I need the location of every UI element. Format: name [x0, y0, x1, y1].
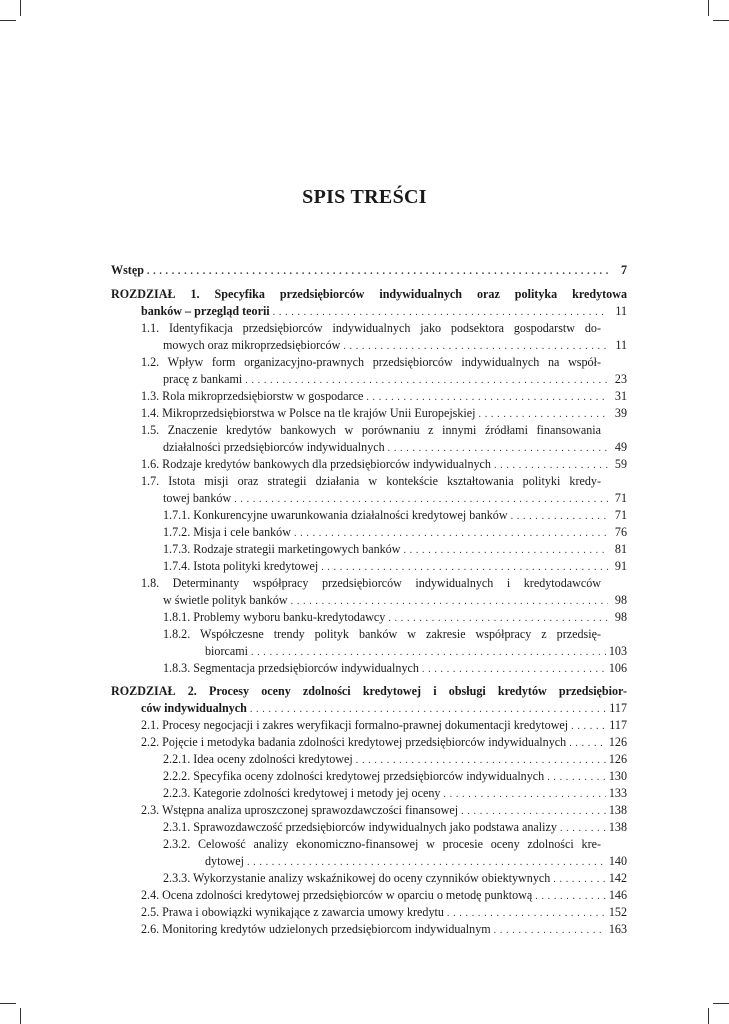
- toc-entry-1-2-cont[interactable]: pracę z bankami . . . 23: [163, 371, 627, 388]
- toc-entry-1-7-4[interactable]: 1.7.4. Istota polityki kredytowej . . . 91: [163, 558, 627, 575]
- crop-mark: [20, 1008, 21, 1024]
- crop-mark: [708, 0, 709, 16]
- toc-chapter-2-title[interactable]: ROZDZIAŁ 2. Procesy oceny zdolności kredytowej i obsługi kredytów przedsiębior-: [111, 684, 627, 698]
- toc-entry-1-5-cont[interactable]: działalności przedsiębiorców indywidualnych . . . 49: [163, 439, 627, 456]
- toc-entry-1-8[interactable]: 1.8. Determinanty współpracy przedsiębiorców indywidualnych i kredytodawców: [141, 576, 601, 590]
- toc-entry-2-5[interactable]: 2.5. Prawa i obowiązki wynikające z zawarcia umowy kredytu . . . 152: [141, 904, 627, 921]
- crop-mark: [0, 1003, 16, 1004]
- toc-entry-1-3[interactable]: 1.3. Rola mikroprzedsiębiorstw w gospodarce . . . 31: [141, 388, 627, 405]
- crop-mark: [20, 0, 21, 16]
- toc-chapter-2[interactable]: ców indywidualnych . . . 117: [141, 700, 627, 717]
- toc-entry-1-5[interactable]: 1.5. Znaczenie kredytów bankowych w porównaniu z innymi źródłami finansowania: [141, 423, 601, 437]
- page-title: SPIS TREŚCI: [302, 186, 427, 208]
- toc-entry-intro[interactable]: Wstęp . . . 7: [111, 262, 627, 279]
- toc-entry-1-7-1[interactable]: 1.7.1. Konkurencyjne uwarunkowania działalności kredytowej banków . . . 71: [163, 507, 627, 524]
- toc-entry-1-7-cont[interactable]: towej banków . . . 71: [163, 490, 627, 507]
- toc-chapter-1[interactable]: banków – przegląd teorii . . . 11: [141, 303, 627, 320]
- toc-entry-2-3-2-cont[interactable]: dytowej . . . 140: [205, 853, 627, 870]
- toc-chapter-1-title[interactable]: ROZDZIAŁ 1. Specyfika przedsiębiorców indywidualnych oraz polityka kredytowa: [111, 287, 627, 301]
- toc-entry-2-3-2[interactable]: 2.3.2. Celowość analizy ekonomiczno-finansowej w procesie oceny zdolności kre-: [163, 837, 601, 851]
- toc-entry-1-7-2[interactable]: 1.7.2. Misja i cele banków . . . 76: [163, 524, 627, 541]
- toc-entry-1-8-2-cont[interactable]: biorcami . . . 103: [205, 643, 627, 660]
- toc-entry-1-1-cont[interactable]: mowych oraz mikroprzedsiębiorców . . . 11: [163, 337, 627, 354]
- toc-entry-2-1[interactable]: 2.1. Procesy negocjacji i zakres weryfikacji formalno-prawnej dokumentacji kredytowej . . . 117: [141, 717, 627, 734]
- toc-entry-1-7[interactable]: 1.7. Istota misji oraz strategii działania w kontekście kształtowania polityki kredy-: [141, 474, 601, 488]
- toc-entry-2-4[interactable]: 2.4. Ocena zdolności kredytowej przedsiębiorców w oparciu o metodę punktową . . . 146: [141, 887, 627, 904]
- toc-entry-1-8-3[interactable]: 1.8.3. Segmentacja przedsiębiorców indywidualnych . . . 106: [163, 660, 627, 677]
- toc-entry-2-6[interactable]: 2.6. Monitoring kredytów udzielonych przedsiębiorcom indywidualnym . . . 163: [141, 921, 627, 938]
- crop-mark: [0, 20, 16, 21]
- toc-chapter-2-title-spacer: [111, 659, 627, 676]
- toc-entry-1-8-2[interactable]: 1.8.2. Współczesne trendy polityk banków w zakresie współpracy z przedsię-: [163, 627, 601, 641]
- toc-entry-1-8-cont[interactable]: w świetle polityk banków . . . 98: [163, 592, 627, 609]
- toc-entry-2-3-3[interactable]: 2.3.3. Wykorzystanie analizy wskaźnikowej do oceny czynników obiektywnych . . . 142: [163, 870, 627, 887]
- toc-entry-1-8-1[interactable]: 1.8.1. Problemy wyboru banku-kredytodawcy . . . 98: [163, 609, 627, 626]
- crop-mark: [713, 20, 729, 21]
- toc-entry-2-2[interactable]: 2.2. Pojęcie i metodyka badania zdolności kredytowej przedsiębiorców indywidualnych . . . 126: [141, 734, 627, 751]
- toc-entry-2-3[interactable]: 2.3. Wstępna analiza uproszczonej sprawozdawczości finansowej . . . 138: [141, 802, 627, 819]
- toc-entry-1-6[interactable]: 1.6. Rodzaje kredytów bankowych dla przedsiębiorców indywidualnych . . . 59: [141, 456, 627, 473]
- toc-entry-1-7-3[interactable]: 1.7.3. Rodzaje strategii marketingowych banków . . . 81: [163, 541, 627, 558]
- toc-entry-2-2-2[interactable]: 2.2.2. Specyfika oceny zdolności kredytowej przedsiębiorców indywidualnych . . . 130: [163, 768, 627, 785]
- toc-entry-2-3-1[interactable]: 2.3.1. Sprawozdawczość przedsiębiorców indywidualnych jako podstawa analizy . . . 138: [163, 819, 627, 836]
- toc-entry-1-2[interactable]: 1.2. Wpływ form organizacyjno-prawnych przedsiębiorców indywidualnych na współ-: [141, 355, 601, 369]
- crop-mark: [708, 1008, 709, 1024]
- crop-mark: [713, 1003, 729, 1004]
- toc-entry-2-2-1[interactable]: 2.2.1. Idea oceny zdolności kredytowej . . . 126: [163, 751, 627, 768]
- toc-entry-1-1[interactable]: 1.1. Identyfikacja przedsiębiorców indywidualnych jako podsektora gospodarstw do-: [141, 321, 601, 335]
- toc-entry-1-4[interactable]: 1.4. Mikroprzedsiębiorstwa w Polsce na tle krajów Unii Europejskiej . . . 39: [141, 405, 627, 422]
- toc-entry-2-2-3[interactable]: 2.2.3. Kategorie zdolności kredytowej i metody jej oceny . . . 133: [163, 785, 627, 802]
